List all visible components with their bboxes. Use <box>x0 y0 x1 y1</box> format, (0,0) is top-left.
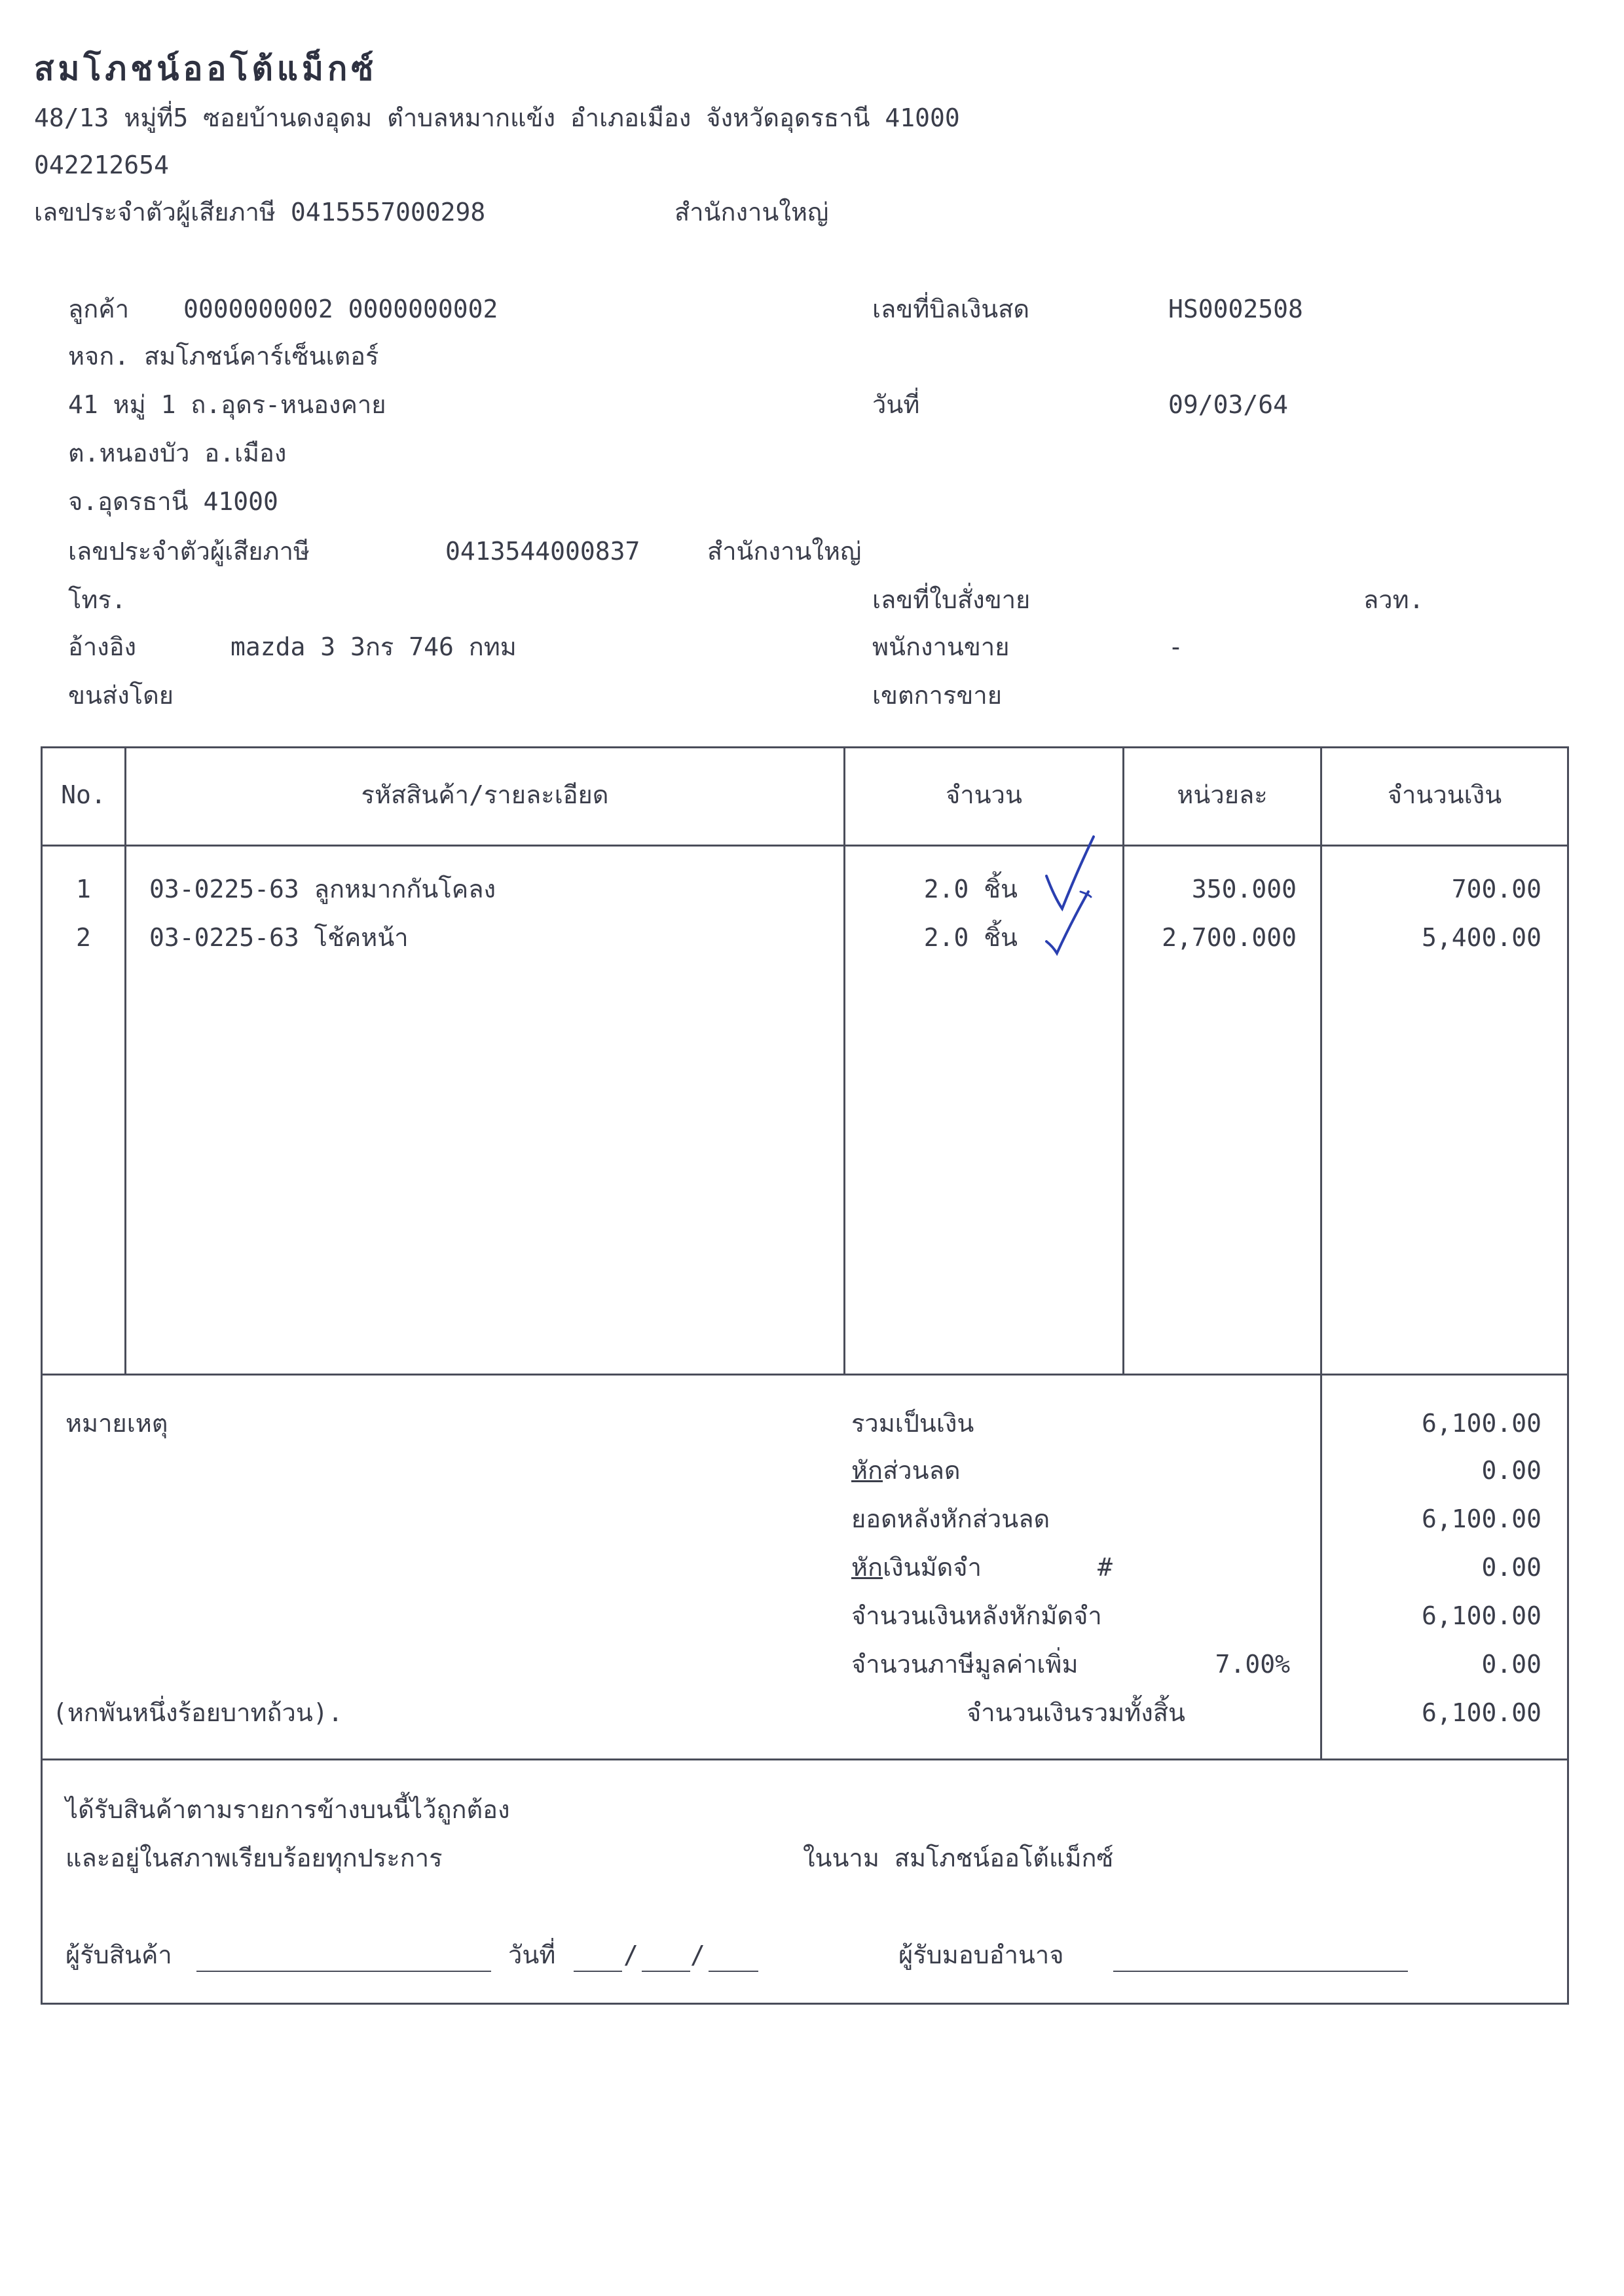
row-no: 2 <box>76 923 91 952</box>
bill-no-value: HS0002508 <box>1168 295 1303 323</box>
date-day-line <box>574 1971 622 1972</box>
after-deposit-label: จำนวนเงินหลังหักมัดจำ <box>851 1601 1102 1630</box>
date-year-line <box>709 1971 758 1972</box>
bill-no-label: เลขที่บิลเงินสด <box>872 295 1030 323</box>
header-quantity: จำนวน <box>946 780 1022 809</box>
on-behalf-of: ในนาม สมโภชน์ออโต้แม็กซ์ <box>803 1844 1114 1872</box>
deposit-hash: # <box>1098 1553 1113 1582</box>
authorized-label: ผู้รับมอบอำนาจ <box>898 1941 1064 1969</box>
header-description: รหัสสินค้า/รายละเอียด <box>361 780 609 809</box>
col-divider-unit <box>1320 746 1322 1760</box>
shipping-label: ขนส่งโดย <box>68 681 174 710</box>
summary-divider <box>41 1758 1569 1760</box>
row-description: 03-0225-63 โช้คหน้า <box>149 923 409 952</box>
company-phone: 042212654 <box>34 151 169 179</box>
phone-label: โทร. <box>68 585 126 614</box>
header-no: No. <box>61 780 106 809</box>
header-unit-price: หน่วยละ <box>1177 780 1268 809</box>
date-label: วันที่ <box>872 390 920 419</box>
date-separator: / <box>690 1941 705 1969</box>
sales-order-label: เลขที่ใบสั่งขาย <box>872 585 1031 614</box>
row-amount: 5,400.00 <box>1421 923 1541 952</box>
row-no: 1 <box>76 875 91 903</box>
discount-value: 0.00 <box>1481 1456 1541 1485</box>
row-unit-price: 2,700.000 <box>1162 923 1297 952</box>
grand-total-label: จำนวนเงินรวมทั้งสิ้น <box>967 1698 1185 1727</box>
company-name: สมโภชน์ออโต้แม็กซ์ <box>34 50 378 88</box>
customer-address-3: จ.อุดรธานี 41000 <box>68 487 278 516</box>
vat-label: จำนวนภาษีมูลค่าเพิ่ม <box>851 1650 1079 1679</box>
col-divider-qty <box>1122 746 1124 1375</box>
row-description: 03-0225-63 ลูกหมากกันโคลง <box>149 875 496 903</box>
deposit-text: เงินมัดจำ <box>883 1553 982 1582</box>
discount-label <box>851 1455 961 1486</box>
company-branch: สำนักงานใหญ่ <box>674 198 829 227</box>
reference-label: อ้างอิง <box>68 632 137 661</box>
row-unit-price: 350.000 <box>1191 875 1297 903</box>
deposit-label <box>851 1552 982 1583</box>
customer-tax-id: 0413544000837 <box>445 537 640 566</box>
ltv-label: ลวท. <box>1363 585 1424 614</box>
customer-branch: สำนักงานใหญ่ <box>707 537 862 566</box>
customer-tax-label: เลขประจำตัวผู้เสียภาษี <box>68 537 310 566</box>
date-month-line <box>642 1971 690 1972</box>
authorized-signature-line <box>1113 1971 1408 1972</box>
salesperson-label: พนักงานขาย <box>872 632 1010 661</box>
vat-rate: 7.00% <box>1215 1650 1290 1679</box>
received-statement-2: และอยู่ในสภาพเรียบร้อยทุกประการ <box>65 1844 443 1872</box>
col-divider-no <box>124 746 126 1375</box>
vat-value: 0.00 <box>1481 1650 1541 1679</box>
header-divider <box>41 845 1569 847</box>
remark-label: หมายเหตุ <box>65 1409 168 1438</box>
date-separator: / <box>623 1941 638 1969</box>
amount-in-words: (หกพันหนึ่งร้อยบาทถ้วน). <box>52 1698 343 1727</box>
row-amount: 700.00 <box>1451 875 1541 903</box>
subtotal-label: รวมเป็นเงิน <box>851 1409 974 1438</box>
row-quantity: 2.0 ชิ้น <box>923 923 1018 952</box>
received-statement-1: ได้รับสินค้าตามรายการข้างบนนี้ไว้ถูกต้อง <box>65 1795 510 1824</box>
company-address: 48/13 หมู่ที่5 ซอยบ้านดงอุดม ตำบลหมากแข้ง อำเภอเมือง จังหวัดอุดรธานี 41000 <box>34 103 960 132</box>
after-deposit-value: 6,100.00 <box>1421 1601 1541 1630</box>
receive-date-label: วันที่ <box>508 1941 556 1969</box>
receiver-signature-line <box>196 1971 491 1972</box>
col-divider-desc <box>843 746 845 1375</box>
salesperson-value: - <box>1168 632 1183 661</box>
company-tax-id: เลขประจำตัวผู้เสียภาษี 0415557000298 <box>34 198 486 227</box>
subtotal-value: 6,100.00 <box>1421 1409 1541 1438</box>
customer-label: ลูกค้า <box>68 295 130 323</box>
customer-code: 0000000002 0000000002 <box>183 295 498 323</box>
grand-total-value: 6,100.00 <box>1421 1698 1541 1727</box>
after-discount-label: ยอดหลังหักส่วนลด <box>851 1504 1050 1533</box>
receiver-label: ผู้รับสินค้า <box>65 1941 172 1969</box>
discount-prefix: หัก <box>851 1456 883 1485</box>
items-divider <box>41 1374 1569 1376</box>
customer-address-1: 41 หมู่ 1 ถ.อุดร-หนองคาย <box>68 390 386 419</box>
date-value: 09/03/64 <box>1168 390 1289 419</box>
deposit-value: 0.00 <box>1481 1553 1541 1582</box>
discount-text: ส่วนลด <box>883 1456 961 1485</box>
row-quantity: 2.0 ชิ้น <box>923 875 1018 903</box>
header-amount: จำนวนเงิน <box>1387 780 1502 809</box>
after-discount-value: 6,100.00 <box>1421 1504 1541 1533</box>
reference-value: mazda 3 3กร 746 กทม <box>231 632 517 661</box>
customer-name: หจก. สมโภชน์คาร์เซ็นเตอร์ <box>68 342 379 371</box>
sales-area-label: เขตการขาย <box>872 681 1002 710</box>
deposit-prefix: หัก <box>851 1553 883 1582</box>
checkmark-icon <box>1041 831 1107 956</box>
customer-address-2: ต.หนองบัว อ.เมือง <box>68 439 287 467</box>
